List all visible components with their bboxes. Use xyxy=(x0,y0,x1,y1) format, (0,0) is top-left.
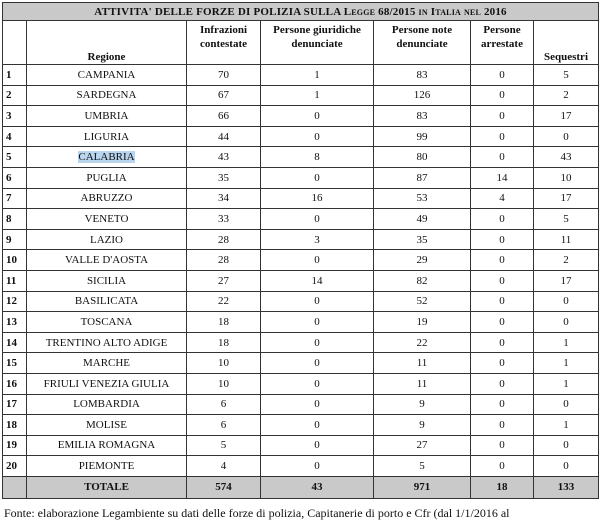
header-sequestri: Sequestri xyxy=(534,21,599,65)
row-sequestri: 5 xyxy=(534,65,599,86)
row-persone-giuridiche: 0 xyxy=(261,167,374,188)
header-persone-arrestate: Persone arrestate xyxy=(471,21,534,65)
row-persone-giuridiche: 0 xyxy=(261,106,374,127)
row-persone-arrestate: 0 xyxy=(471,126,534,147)
table-row xyxy=(3,229,599,250)
header-index xyxy=(3,21,27,65)
row-persone-note: 11 xyxy=(374,373,471,394)
table-row xyxy=(3,147,599,168)
row-persone-arrestate: 0 xyxy=(471,332,534,353)
row-persone-note: 87 xyxy=(374,167,471,188)
row-persone-giuridiche: 3 xyxy=(261,229,374,250)
row-infrazioni: 6 xyxy=(187,415,261,436)
row-persone-arrestate: 0 xyxy=(471,415,534,436)
row-infrazioni: 33 xyxy=(187,209,261,230)
total-persone-note: 971 xyxy=(374,476,471,498)
row-infrazioni: 34 xyxy=(187,188,261,209)
row-persone-note: 80 xyxy=(374,147,471,168)
table-row xyxy=(3,85,599,106)
table-row xyxy=(3,188,599,209)
row-persone-arrestate: 0 xyxy=(471,65,534,86)
total-persone-giuridiche: 43 xyxy=(261,476,374,498)
row-sequestri: 1 xyxy=(534,415,599,436)
row-regione: LIGURIA xyxy=(27,126,187,147)
row-infrazioni: 28 xyxy=(187,250,261,271)
row-index: 15 xyxy=(3,353,27,374)
row-index: 7 xyxy=(3,188,27,209)
row-regione: PIEMONTE xyxy=(27,456,187,477)
table-row xyxy=(3,312,599,333)
row-sequestri: 0 xyxy=(534,456,599,477)
row-sequestri: 0 xyxy=(534,312,599,333)
row-index: 14 xyxy=(3,332,27,353)
row-regione: ABRUZZO xyxy=(27,188,187,209)
row-persone-giuridiche: 1 xyxy=(261,65,374,86)
row-persone-note: 83 xyxy=(374,106,471,127)
row-index: 16 xyxy=(3,373,27,394)
row-sequestri: 1 xyxy=(534,332,599,353)
row-persone-giuridiche: 0 xyxy=(261,209,374,230)
total-row xyxy=(3,476,599,498)
source-note: Fonte: elaborazione Legambiente su dati delle forze di polizia, Capitanerie di porto e Cfr (dal 1/1/2016 al xyxy=(4,506,510,520)
row-regione: TOSCANA xyxy=(27,312,187,333)
row-persone-arrestate: 0 xyxy=(471,209,534,230)
table-row xyxy=(3,65,599,86)
table-row xyxy=(3,270,599,291)
row-persone-arrestate: 0 xyxy=(471,456,534,477)
row-persone-arrestate: 0 xyxy=(471,394,534,415)
total-sequestri: 133 xyxy=(534,476,599,498)
total-infrazioni: 574 xyxy=(187,476,261,498)
row-infrazioni: 27 xyxy=(187,270,261,291)
row-index: 10 xyxy=(3,250,27,271)
row-infrazioni: 22 xyxy=(187,291,261,312)
row-persone-giuridiche: 0 xyxy=(261,126,374,147)
row-persone-note: 9 xyxy=(374,394,471,415)
table-row xyxy=(3,332,599,353)
row-infrazioni: 4 xyxy=(187,456,261,477)
row-persone-note: 22 xyxy=(374,332,471,353)
row-index: 17 xyxy=(3,394,27,415)
table-row xyxy=(3,106,599,127)
row-persone-note: 27 xyxy=(374,435,471,456)
row-index: 5 xyxy=(3,147,27,168)
row-persone-arrestate: 14 xyxy=(471,167,534,188)
row-persone-giuridiche: 0 xyxy=(261,291,374,312)
row-infrazioni: 10 xyxy=(187,373,261,394)
row-persone-giuridiche: 8 xyxy=(261,147,374,168)
row-persone-giuridiche: 0 xyxy=(261,353,374,374)
row-infrazioni: 35 xyxy=(187,167,261,188)
table-row xyxy=(3,126,599,147)
row-persone-note: 99 xyxy=(374,126,471,147)
table-row xyxy=(3,291,599,312)
row-regione: MOLISE xyxy=(27,415,187,436)
row-persone-giuridiche: 0 xyxy=(261,394,374,415)
row-regione: CAMPANIA xyxy=(27,65,187,86)
row-persone-giuridiche: 0 xyxy=(261,373,374,394)
header-persone-giuridiche: Persone giuridiche denunciate xyxy=(261,21,374,65)
row-index: 20 xyxy=(3,456,27,477)
row-sequestri: 0 xyxy=(534,291,599,312)
row-regione: VENETO xyxy=(27,209,187,230)
row-sequestri: 0 xyxy=(534,435,599,456)
row-sequestri: 11 xyxy=(534,229,599,250)
row-index: 18 xyxy=(3,415,27,436)
row-persone-arrestate: 0 xyxy=(471,147,534,168)
row-index: 9 xyxy=(3,229,27,250)
row-infrazioni: 6 xyxy=(187,394,261,415)
row-regione: FRIULI VENEZIA GIULIA xyxy=(27,373,187,394)
header-infrazioni: Infrazioni contestate xyxy=(187,21,261,65)
header-regione: Regione xyxy=(27,21,187,65)
row-regione: PUGLIA xyxy=(27,167,187,188)
row-sequestri: 17 xyxy=(534,188,599,209)
table-row xyxy=(3,373,599,394)
table-title-main: ATTIVITA' DELLE FORZE DI POLIZIA SULLA xyxy=(94,5,344,18)
row-persone-note: 5 xyxy=(374,456,471,477)
table-row xyxy=(3,394,599,415)
row-regione: LAZIO xyxy=(27,229,187,250)
row-persone-arrestate: 0 xyxy=(471,353,534,374)
row-index: 3 xyxy=(3,106,27,127)
row-persone-note: 49 xyxy=(374,209,471,230)
row-regione: BASILICATA xyxy=(27,291,187,312)
table-row xyxy=(3,415,599,436)
row-infrazioni: 10 xyxy=(187,353,261,374)
row-index: 8 xyxy=(3,209,27,230)
row-persone-giuridiche: 16 xyxy=(261,188,374,209)
row-regione: SARDEGNA xyxy=(27,85,187,106)
row-infrazioni: 43 xyxy=(187,147,261,168)
row-infrazioni: 66 xyxy=(187,106,261,127)
row-infrazioni: 18 xyxy=(187,332,261,353)
row-index: 6 xyxy=(3,167,27,188)
row-sequestri: 1 xyxy=(534,353,599,374)
row-sequestri: 0 xyxy=(534,126,599,147)
table-row xyxy=(3,250,599,271)
row-sequestri: 10 xyxy=(534,167,599,188)
row-persone-giuridiche: 0 xyxy=(261,415,374,436)
row-infrazioni: 18 xyxy=(187,312,261,333)
table-title-subtitle: Legge 68/2015 in Italia nel 2016 xyxy=(343,5,507,18)
row-index: 12 xyxy=(3,291,27,312)
row-regione: UMBRIA xyxy=(27,106,187,127)
row-persone-arrestate: 0 xyxy=(471,270,534,291)
row-persone-arrestate: 0 xyxy=(471,85,534,106)
row-infrazioni: 44 xyxy=(187,126,261,147)
row-sequestri: 2 xyxy=(534,85,599,106)
table-row xyxy=(3,353,599,374)
row-persone-note: 83 xyxy=(374,65,471,86)
row-persone-giuridiche: 0 xyxy=(261,435,374,456)
row-index: 4 xyxy=(3,126,27,147)
table-row xyxy=(3,435,599,456)
table-row xyxy=(3,456,599,477)
row-persone-giuridiche: 0 xyxy=(261,312,374,333)
row-index: 2 xyxy=(3,85,27,106)
row-regione: LOMBARDIA xyxy=(27,394,187,415)
row-persone-arrestate: 0 xyxy=(471,106,534,127)
row-regione: TRENTINO ALTO ADIGE xyxy=(27,332,187,353)
row-sequestri: 43 xyxy=(534,147,599,168)
row-index: 1 xyxy=(3,65,27,86)
row-regione: SICILIA xyxy=(27,270,187,291)
row-sequestri: 17 xyxy=(534,106,599,127)
row-persone-giuridiche: 0 xyxy=(261,456,374,477)
row-persone-note: 19 xyxy=(374,312,471,333)
row-persone-note: 9 xyxy=(374,415,471,436)
row-persone-note: 52 xyxy=(374,291,471,312)
polizia-table xyxy=(2,2,599,499)
row-index: 11 xyxy=(3,270,27,291)
table-title xyxy=(3,3,599,21)
table-row xyxy=(3,209,599,230)
row-persone-arrestate: 0 xyxy=(471,435,534,456)
row-persone-giuridiche: 14 xyxy=(261,270,374,291)
row-persone-arrestate: 0 xyxy=(471,229,534,250)
row-infrazioni: 70 xyxy=(187,65,261,86)
row-regione: MARCHE xyxy=(27,353,187,374)
header-persone-note: Persone note denunciate xyxy=(374,21,471,65)
row-persone-arrestate: 0 xyxy=(471,250,534,271)
row-persone-giuridiche: 0 xyxy=(261,332,374,353)
total-index xyxy=(3,476,27,498)
row-persone-note: 29 xyxy=(374,250,471,271)
row-persone-note: 53 xyxy=(374,188,471,209)
row-sequestri: 5 xyxy=(534,209,599,230)
row-persone-giuridiche: 1 xyxy=(261,85,374,106)
row-sequestri: 17 xyxy=(534,270,599,291)
row-persone-arrestate: 0 xyxy=(471,312,534,333)
row-persone-arrestate: 0 xyxy=(471,291,534,312)
row-persone-note: 11 xyxy=(374,353,471,374)
row-persone-note: 82 xyxy=(374,270,471,291)
column-header-row xyxy=(3,21,599,65)
row-index: 19 xyxy=(3,435,27,456)
row-regione xyxy=(27,147,187,168)
row-sequestri: 0 xyxy=(534,394,599,415)
highlighted-text: CALABRIA xyxy=(78,151,135,164)
total-persone-arrestate: 18 xyxy=(471,476,534,498)
table-body xyxy=(3,65,599,477)
row-infrazioni: 67 xyxy=(187,85,261,106)
row-persone-note: 35 xyxy=(374,229,471,250)
row-sequestri: 1 xyxy=(534,373,599,394)
row-sequestri: 2 xyxy=(534,250,599,271)
row-regione: VALLE D'AOSTA xyxy=(27,250,187,271)
row-infrazioni: 28 xyxy=(187,229,261,250)
table-title-row xyxy=(3,3,599,21)
table-row xyxy=(3,167,599,188)
total-label: TOTALE xyxy=(27,476,187,498)
row-infrazioni: 5 xyxy=(187,435,261,456)
row-regione: EMILIA ROMAGNA xyxy=(27,435,187,456)
row-persone-arrestate: 0 xyxy=(471,373,534,394)
row-persone-arrestate: 4 xyxy=(471,188,534,209)
row-persone-giuridiche: 0 xyxy=(261,250,374,271)
row-index: 13 xyxy=(3,312,27,333)
row-persone-note: 126 xyxy=(374,85,471,106)
